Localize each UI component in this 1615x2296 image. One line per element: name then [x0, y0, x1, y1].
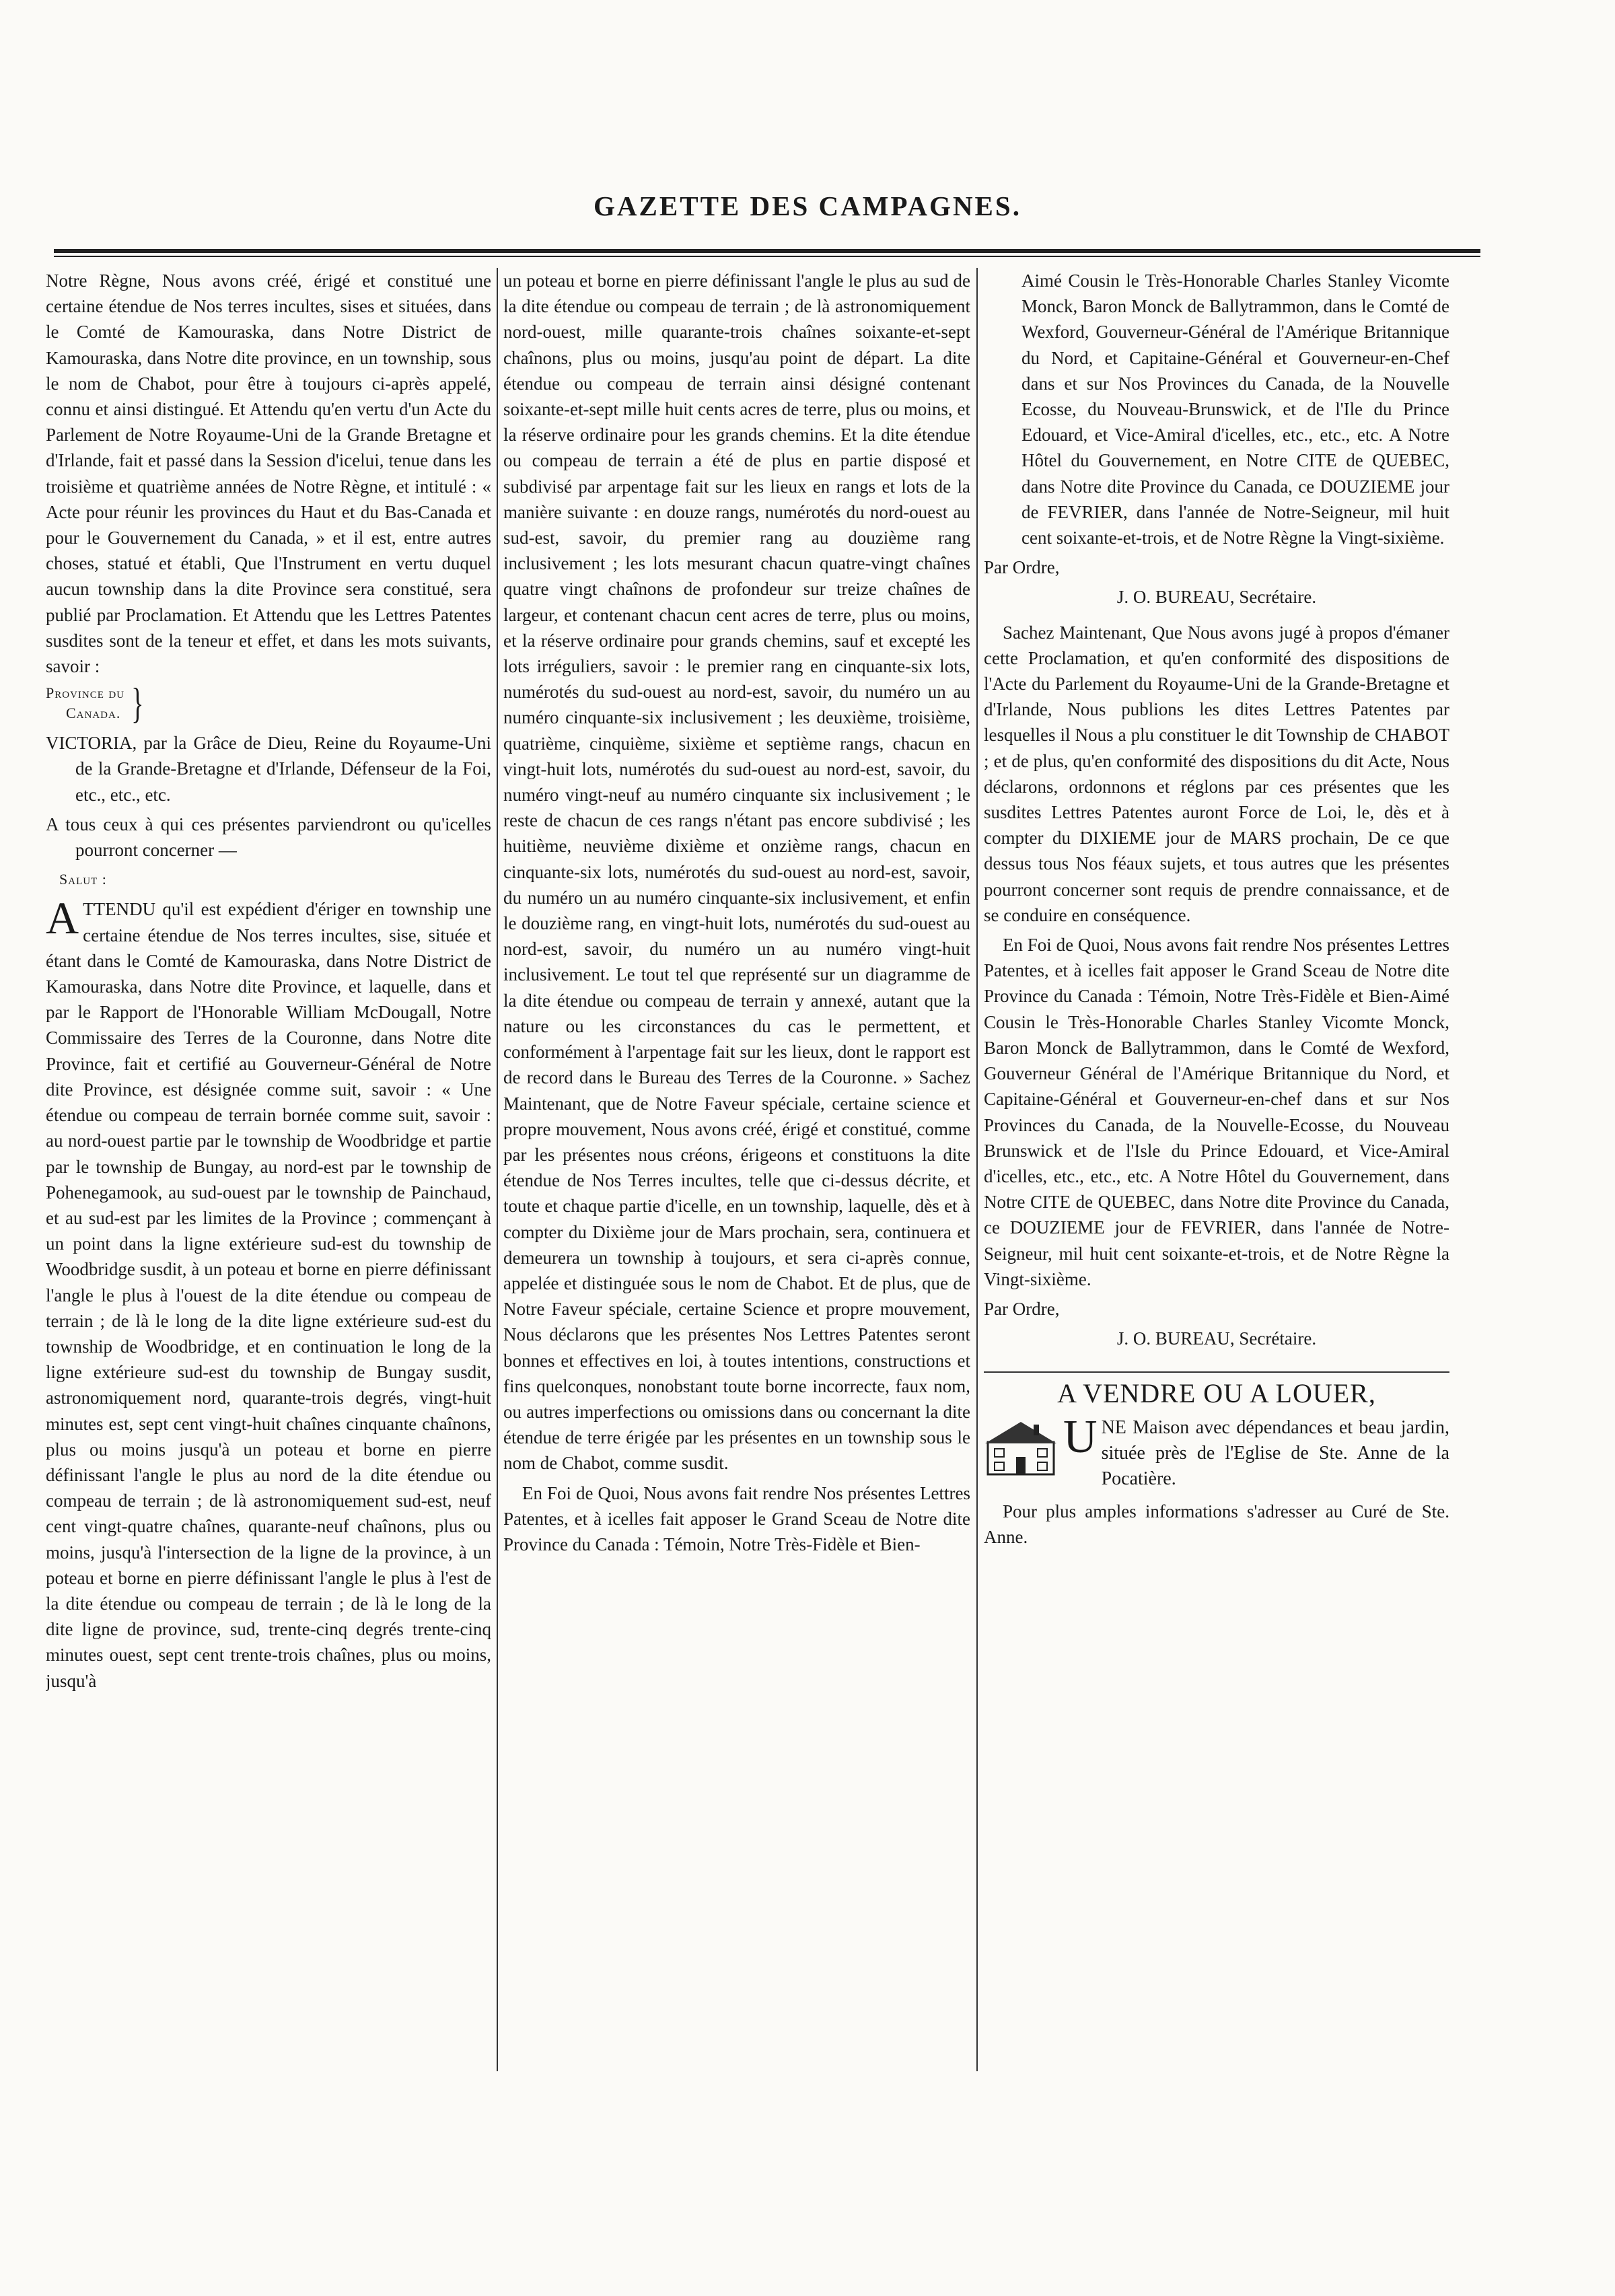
column-divider [497, 268, 498, 2071]
column-1 [46, 268, 491, 2269]
secretary-signature: J. O. BUREAU, Secrétaire. [1116, 587, 1317, 608]
ad-title: A VENDRE OU A LOUER, [984, 1371, 1449, 1406]
province-label: Canada. [66, 705, 121, 722]
ad-drop-cap: U [1063, 1410, 1098, 1463]
ad-text: NE Maison avec dépendances et beau jardin, située près de l'Eglise de Ste. Anne de la Pocatière. [1101, 1416, 1449, 1489]
salut: Salut : [59, 871, 107, 888]
victoria-title: VICTORIA, par la Grâce de Dieu, Reine du Royaume-Uni de la Grande-Bretagne et d'Irlande, Défenseur de la Foi, etc., etc., etc. [46, 733, 491, 805]
masthead-rule-thick [54, 249, 1480, 253]
house-icon [984, 1415, 1058, 1477]
brace-glyph: } [131, 679, 144, 727]
proclamation-intro: Notre Règne, Nous avons créé, érigé et constitué une certaine étendue de Nos terres incultes, sises et situées, dans le Comté de Kamouraska, dans Notre District de Kamouraska, dans Notre dite province, en un township, sous le nom de Chabot, pour être à toujours ci-après appelé, connu et ainsi distingué. Et Attendu qu'en vertu d'un Acte du Parlement de Notre Royaume-Uni de la Grande Bretagne et d'Irlande, fait et passé dans la Session d'icelui, tenue dans les troisième et quatrième années de Notre Règne, et intitulé : « Acte pour réunir les provinces du Haut et du Bas-Canada et pour le Gouvernement du Canada, » et il est, entre autres choses, statué et établi, Que l'Instrument en vertu duquel aucun township dans la dite Province sera constitué, sera publié par Proclamation. Et Attendu que les Lettres Patentes susdites sont de la teneur et effet, et dans les mots suivants, savoir : [46, 271, 491, 677]
boundary-description: un poteau et borne en pierre définissant l'angle le plus au sud de la dite étendue ou compeau de terrain ; de là astronomiquement nord-ouest, mille quarante-trois chaînes soixante-et-sept chaînons, plus ou moins, jusqu'au point de départ. La dite étendue ou compeau de terrain ainsi désigné contenant soixante-et-sept mille huit cents acres de terre, plus ou moins, et la réserve ordinaire pour les grands chemins. Et la dite étendue ou compeau de terrain a été de plus en partie disposé et subdivisé par arpentage fait sur les lieux en rangs et lots de la manière suivante : en douze rangs, numérotés du nord-ouest au sud-est, savoir, du premier rang au douzième rang inclusivement ; les lots mesurant chacun quatre-vingt chaînes quatre vingt chaînons de profondeur sur treize chaînes de largeur, et contenant chacun cent acres de terre, plus ou moins, et la réserve ordinaire pour grands chemins, sauf et excepté les lots irréguliers, savoir : le premier rang en cinquante-six lots, numérotés du sud-ouest au nord-est, savoir, du numéro un au numéro cinquante-six inclusivement ; les deuxième, troisième, quatrième, cinquième, sixième et septième rangs, chacun en vingt-huit lots, numérotés du sud-ouest au nord-est, savoir, du numéro vingt-neuf au numéro cinquante six inclusivement ; le reste de chacun de ces rangs n'étant pas encore subdivisé ; les huitième, neuvième dixième et onzième rangs, chacun en cinquante-six lots, numérotés du sud-ouest au nord-est, savoir, du numéro un au numéro cinquante-six inclusivement, et enfin le douzième rang, en vingt-huit lots, numérotés du sud-ouest au nord-est, savoir, du numéro un au numéro vingt-huit inclusivement. Le tout tel que représenté sur un diagramme de la dite étendue ou compeau de terrain y annexé, autant que la nature ou les circonstances du cas le permettent, et conformément à l'arpentage fait sur les lieux, dont le rapport est de record dans le Bureau des Terres de la Couronne. » Sachez Maintenant, que de Notre Faveur spéciale, certaine science et propre mouvement, Nous avons créé, érigé et constitué, comme par les présentes nous créons, érigeons et constituons la dite étendue de Nos Terres incultes, telle que ci-dessus décrite, et toute et chaque partie d'icelle, en un township, laquelle, dès et à compter du Dixième jour de Mars prochain, sera, continuera et demeurera un township à toujours, et sera ci-après connue, appelée et distinguée sous le nom de Chabot. Et de plus, que de Notre Faveur spéciale, certaine Science et propre mouvement, Nous déclarons que les présentes Nos Lettres Patentes seront bonnes et effectives en loi, à toutes intentions, constructions et fins quelconques, nonobstant toute borne incorrecte, faux nom, ou autres imperfections ou omissions dans ou concernant la dite étendue de terre érigée par les présentes en un township sous le nom de Chabot, comme susdit. [503, 271, 970, 1474]
attendu-text: TTENDU qu'il est expédient d'ériger en township une certaine étendue de Nos terres incultes, sise, située et étant dans le Comté de Kamouraska, dans Notre District de Kamouraska, dans Notre dite Province, et laquelle, dans et par le Rapport de l'Honorable William McDougall, Notre Commissaire des Terres de la Couronne, dans Notre dite Province, fait et certifié au Gouverneur-Général de Notre dite Province, est désignée comme suit, savoir : « Une étendue ou compeau de terrain bornée comme suit, savoir : au nord-ouest partie par le township de Woodbridge et partie par le township de Bungay, au nord-est par le township de Pohenegamook, au sud-ouest par le township de Painchaud, et au sud-est par les limites de la Province ; commençant à un point dans la ligne extérieure sud-est du township de Woodbridge susdit, à un poteau et borne en pierre définissant l'angle le plus à l'ouest de la dite étendue ou compeau de terrain ; de là le long de la dite ligne extérieure sud-est du township de Woodbridge, et en continuation le long de la ligne extérieure sud-est du township de Bungay susdit, astronomiquement nord, quarante-trois degrés, vingt-huit minutes est, sept cent vingt-huit chaînes cinquante chaînons, plus ou moins jusqu'à un poteau et borne en pierre définissant l'angle le plus au nord de la dite étendue ou compeau de terrain ; de là astronomiquement sud-est, neuf cent vingt-quatre chaînes, quarante-neuf chaînons, plus ou moins, jusqu'à l'intersection de la ligne de la province, à un poteau et borne en pierre définissant l'angle le plus à l'est de la dite étendue ou compeau de terrain ; de là le long de la dite ligne de province, sud, trente-cinq degrés trente-cinq minutes ouest, sept cent trente-trois chaînes, plus ou moins, jusqu'à [46, 899, 491, 1691]
ad-body [984, 1410, 1449, 1492]
witness-text: Aimé Cousin le Très-Honorable Charles Stanley Vicomte Monck, Baron Monck de Ballytrammon, dans le Comté de Wexford, Gouverneur-Général de l'Amérique Britannique du Nord, et Capitaine-Général et Gouverneur-en-Chef dans et sur Nos Provinces du Canada, de la Nouvelle Ecosse, du Nouveau-Brunswick, et de l'Ile du Prince Edouard, et Vice-Amiral d'icelles, etc., etc., etc. A Notre Hôtel du Gouvernement, en Notre CITE de QUEBEC, dans Notre dite Province du Canada, ce DOUZIEME jour de FEVRIER, dans l'année de Notre-Seigneur, mil huit cent soixante-et-trois, et de Notre Règne la Vingt-sixième. [1021, 271, 1449, 548]
sachez-maintenant: Sachez Maintenant, Que Nous avons jugé à propos d'émaner cette Proclamation, et qu'en conformité des dispositions de l'Acte du Parlement du Royaume-Uni de la Grande-Bretagne et d'Irlande, Nous publions les dites Lettres Patentes par lesquelles il Nous a plu constituer le dit Township de CHABOT ; et de plus, qu'en conformité des dispositions du dit Acte, Nous déclarons, ordonnons et réglons par ces présentes que les susdites Lettres Patentes auront Force de Loi, le, dès et à compter du DIXIEME jour de MARS prochain, De ce que dessus tous Nos féaux sujets, et tous autres que les présentes pourront concerner sont requis de prendre connaissance, et de se conduire en conséquence. [984, 622, 1449, 925]
secretary-signature-2: J. O. BUREAU, Secrétaire. [1116, 1328, 1317, 1349]
province-heading [46, 679, 491, 727]
par-ordre-2: Par Ordre, [984, 1298, 1060, 1319]
column-2 [503, 268, 970, 2269]
masthead: GAZETTE DES CAMPAGNES. [594, 190, 1021, 221]
ad-contact: Pour plus amples informations s'adresser au Curé de Ste. Anne. [984, 1501, 1449, 1547]
drop-cap: A [46, 892, 79, 944]
par-ordre: Par Ordre, [984, 557, 1060, 578]
masthead-rule-thin [54, 256, 1480, 257]
attendu-paragraph [46, 892, 491, 1693]
en-foi-de-quoi-2: En Foi de Quoi, Nous avons fait rendre Nos présentes Lettres Patentes, et à icelles fait apposer le Grand Sceau de Notre dite Province du Canada : Témoin, Notre Très-Fidèle et Bien-Aimé Cousin le Très-Honorable Charles Stanley Vicomte Monck, Baron Monck de Ballytrammon, dans le Comté de Wexford, Gouverneur Général de l'Amérique Britannique du Nord, et Capitaine-Général et Gouverneur-en-chef dans et sur Nos Provinces du Canada, de la Nouvelle-Ecosse, du Nouveau Brunswick et de l'Isle du Prince Edouard, et Vice-Amiral d'icelles, etc., etc., etc. A Notre Hôtel du Gouvernement, dans Notre CITE de QUEBEC, dans Notre dite Province du Canada, ce DOUZIEME jour de FEVRIER, dans l'année de Notre-Seigneur, mil huit cent soixante-et-trois, et de Notre Règne la Vingt-sixième. [984, 935, 1449, 1289]
province-label: Province du [46, 684, 125, 702]
en-foi-de-quoi: En Foi de Quoi, Nous avons fait rendre Nos présentes Lettres Patentes, et à icelles fait apposer le Grand Sceau de Notre dite Province du Canada : Témoin, Notre Très-Fidèle et Bien- [503, 1482, 970, 1554]
column-3 [984, 268, 1449, 2269]
address-line: A tous ceux à qui ces présentes parviendront ou qu'icelles pourront concerner — [46, 814, 491, 861]
column-divider [976, 268, 978, 2071]
